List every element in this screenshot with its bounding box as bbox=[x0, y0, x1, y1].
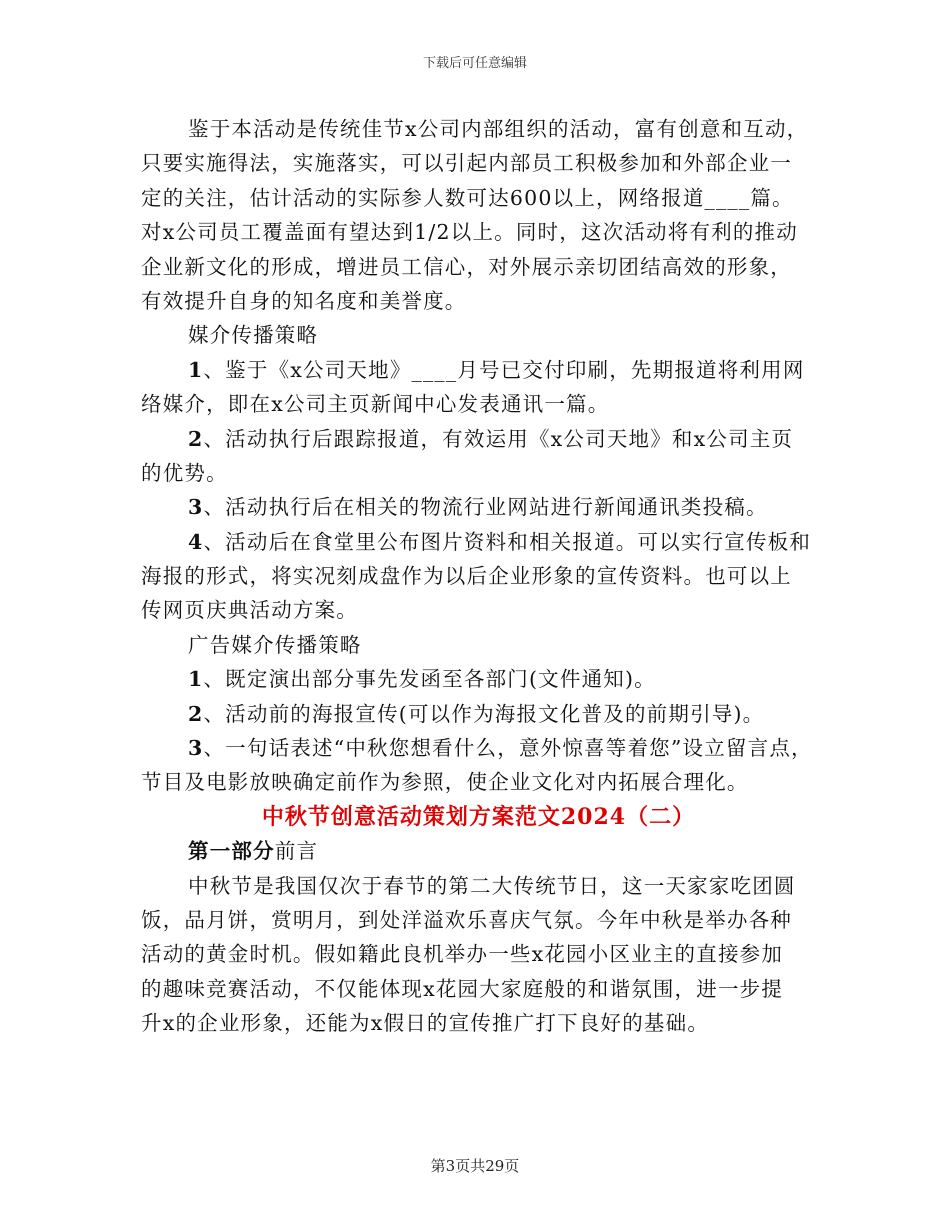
list-item bbox=[141, 525, 816, 559]
list-item-continuation: 络媒介，即在x公司主页新闻中心发表通讯一篇。 bbox=[141, 392, 610, 417]
paragraph-line: 有效提升自身的知名度和美誉度。 bbox=[141, 288, 467, 313]
list-item bbox=[141, 662, 816, 696]
paragraph-line: 企业新文化的形成，增进员工信心，对外展示亲切团结高效的形象， bbox=[141, 254, 792, 279]
item-text: 、活动前的海报宣传(可以作为海报文化普及的前期引导)。 bbox=[203, 701, 765, 726]
part-heading bbox=[141, 834, 816, 868]
item-number: 1 bbox=[188, 667, 204, 692]
list-item-continuation: 海报的形式，将实况刻成盘作为以后企业形象的宣传资料。也可以上 bbox=[141, 564, 792, 589]
paragraph-line: 活动的黄金时机。假如籍此良机举办一些x花园小区业主的直接参加 bbox=[141, 942, 784, 967]
list-item bbox=[141, 490, 816, 524]
item-number: 1 bbox=[188, 357, 204, 382]
item-number: 4 bbox=[188, 529, 204, 554]
item-text: 、一句话表述“中秋您想看什么，意外惊喜等着您”设立留言点， bbox=[203, 736, 813, 761]
item-number: 3 bbox=[188, 495, 204, 520]
item-text: 、活动后在食堂里公布图片资料和相关报道。可以实行宣传板和 bbox=[203, 529, 812, 554]
list-item bbox=[141, 422, 816, 456]
list-item bbox=[141, 353, 816, 387]
paragraph-line: 鉴于本活动是传统佳节x公司内部组织的活动，富有创意和互动， bbox=[188, 117, 809, 141]
list-item-continuation: 传网页庆典活动方案。 bbox=[141, 598, 358, 623]
paragraph-line: 定的关注，估计活动的实际参人数可达600以上，网络报道____篇。 bbox=[141, 185, 794, 210]
item-number: 2 bbox=[188, 426, 204, 451]
item-text: 、既定演出部分事先发函至各部门(文件通知)。 bbox=[203, 667, 656, 692]
item-text: 、活动执行后在相关的物流行业网站进行新闻通讯类投稿。 bbox=[203, 495, 768, 520]
document-body bbox=[141, 112, 816, 1041]
paragraph-line: 饭，品月饼，赏明月，到处洋溢欢乐喜庆气氛。今年中秋是举办各种 bbox=[141, 907, 792, 932]
ad-strategy-heading: 广告媒介传播策略 bbox=[188, 632, 362, 657]
item-number: 3 bbox=[188, 736, 204, 761]
media-strategy-heading: 媒介传播策略 bbox=[188, 323, 319, 348]
paragraph-line: 对x公司员工覆盖面有望达到1/2以上。同时，这次活动将有利的推动 bbox=[141, 220, 798, 245]
list-item bbox=[141, 731, 816, 765]
item-text: 、活动执行后跟踪报道，有效运用《x公司天地》和x公司主页 bbox=[203, 426, 794, 451]
paragraph-line: 中秋节是我国仅次于春节的第二大传统节日，这一天家家吃团圆 bbox=[188, 873, 796, 898]
item-text: 、鉴于《x公司天地》____月号已交付印刷，先期报道将利用网 bbox=[203, 357, 805, 382]
paragraph-line: 只要实施得法，实施落实，可以引起内部员工积极参加和外部企业一 bbox=[141, 151, 792, 176]
part-name: 前言 bbox=[274, 839, 319, 864]
paragraph-line: 的趣味竞赛活动，不仅能体现x花园大家庭般的和谐氛围，进一步提 bbox=[141, 976, 784, 1001]
list-item-continuation: 的优势。 bbox=[141, 460, 228, 485]
item-number: 2 bbox=[188, 701, 204, 726]
page-header: 下载后可任意编辑 bbox=[422, 56, 527, 71]
part-label: 第一部分 bbox=[188, 839, 275, 864]
paragraph-line: 升x的企业形象，还能为x假日的宣传推广打下良好的基础。 bbox=[141, 1011, 710, 1036]
list-item bbox=[141, 697, 816, 731]
section-title: 中秋节创意活动策划方案范文2024（二） bbox=[261, 803, 696, 830]
list-item-continuation: 节目及电影放映确定前作为参照，使企业文化对内拓展合理化。 bbox=[141, 770, 749, 795]
page-footer: 第3页共29页 bbox=[430, 1157, 520, 1175]
